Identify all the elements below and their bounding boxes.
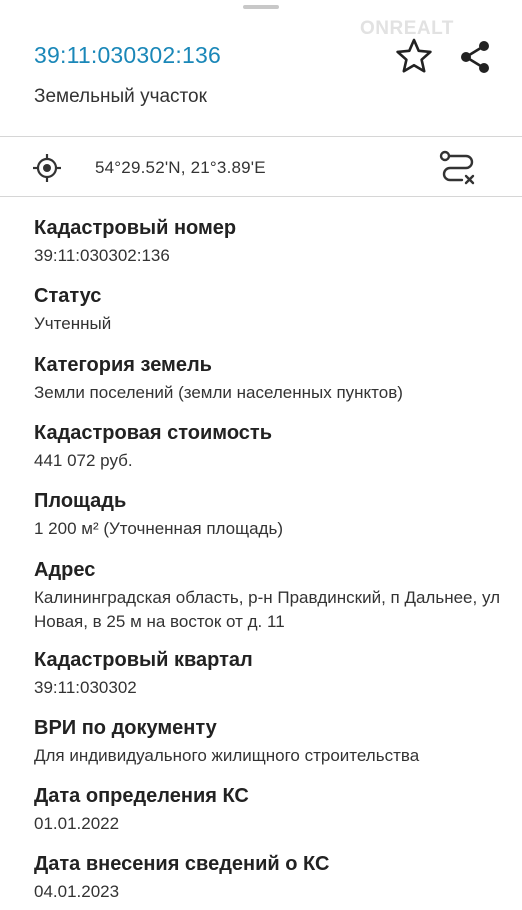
detail-area	[34, 489, 504, 541]
cadastral-number-title[interactable]: 39:11:030302:136	[34, 42, 221, 68]
detail-status	[34, 284, 504, 336]
detail-permitted-use	[34, 716, 504, 768]
detail-label: Дата внесения сведений о КС	[34, 853, 330, 875]
detail-label: Дата определения КС	[34, 785, 249, 807]
detail-label: Кадастровый номер	[34, 217, 237, 239]
detail-valuation-date	[34, 784, 504, 836]
target-icon[interactable]	[32, 153, 62, 183]
detail-cadastral-value	[34, 421, 504, 473]
share-icon[interactable]	[456, 38, 494, 76]
detail-label: Кадастровый квартал	[34, 649, 253, 671]
divider	[0, 196, 522, 197]
detail-cadastral-quarter	[34, 648, 504, 700]
object-type: Земельный участок	[34, 86, 207, 107]
detail-value[interactable]: 39:11:030302:136	[34, 246, 170, 265]
watermark: ONREALT	[360, 18, 454, 39]
detail-land-category	[34, 353, 504, 405]
route-icon[interactable]	[438, 149, 478, 187]
detail-label: Категория земель	[34, 354, 212, 376]
detail-value[interactable]: 1 200 м² (Уточненная площадь)	[34, 519, 283, 538]
coordinates-row[interactable]	[0, 137, 522, 196]
detail-cadastral-number	[34, 216, 504, 268]
detail-value[interactable]: 39:11:030302	[34, 678, 137, 697]
detail-value[interactable]: Для индивидуального жилищного строительства	[34, 746, 420, 765]
detail-label: Адрес	[34, 559, 96, 581]
detail-value[interactable]: Земли поселений (земли населенных пунктов)	[34, 383, 403, 402]
detail-label: Статус	[34, 285, 102, 307]
star-icon[interactable]	[394, 36, 434, 76]
detail-value[interactable]: Учтенный	[34, 314, 112, 333]
detail-label: Площадь	[34, 490, 127, 512]
detail-value[interactable]: 01.01.2022	[34, 814, 120, 833]
detail-value[interactable]: 04.01.2023	[34, 882, 120, 901]
detail-label: ВРИ по документу	[34, 717, 217, 739]
header	[0, 0, 522, 136]
detail-address	[34, 558, 504, 634]
detail-value[interactable]: 441 072 руб.	[34, 451, 133, 470]
detail-value[interactable]: Калининградская область, р-н Правдинский, п Дальнее, ул Новая, в 25 м на восток от д. 11	[34, 588, 500, 631]
coordinates-text[interactable]: 54°29.52'N, 21°3.89'E	[95, 158, 266, 177]
detail-label: Кадастровая стоимость	[34, 422, 272, 444]
detail-entry-date	[34, 852, 504, 904]
